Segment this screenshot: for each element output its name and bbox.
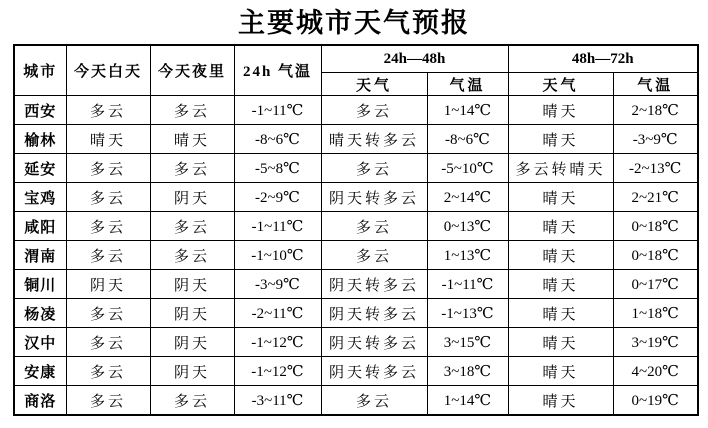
weather-48-72-cell: 晴天 (508, 125, 613, 154)
weather-48-72-cell: 晴天 (508, 357, 613, 386)
weather-24-48-cell: 多云 (321, 241, 427, 270)
temp-24h-cell: -3~9℃ (234, 270, 321, 299)
table-row (14, 357, 698, 386)
today-day-cell: 多云 (66, 357, 150, 386)
header-weather-24-48: 天气 (321, 73, 427, 96)
temp-24h-cell: -2~11℃ (234, 299, 321, 328)
temp-24-48-cell: -5~10℃ (427, 154, 508, 183)
header-temp-24-48: 气温 (427, 73, 508, 96)
temp-24h-cell: -2~9℃ (234, 183, 321, 212)
today-day-cell: 多云 (66, 212, 150, 241)
temp-24h-cell: -1~12℃ (234, 328, 321, 357)
temp-24h-cell: -5~8℃ (234, 154, 321, 183)
today-night-cell: 多云 (150, 154, 234, 183)
today-night-cell: 多云 (150, 386, 234, 416)
weather-48-72-cell: 晴天 (508, 212, 613, 241)
today-night-cell: 阴天 (150, 183, 234, 212)
temp-48-72-cell: 2~18℃ (613, 96, 698, 125)
today-day-cell: 多云 (66, 154, 150, 183)
weather-24-48-cell: 阴天转多云 (321, 357, 427, 386)
today-day-cell: 多云 (66, 241, 150, 270)
page-title: 主要城市天气预报 (238, 8, 470, 38)
today-day-cell: 阴天 (66, 270, 150, 299)
temp-24h-cell: -3~11℃ (234, 386, 321, 416)
city-cell: 延安 (14, 154, 66, 183)
header-temp-48-72: 气温 (613, 73, 698, 96)
temp-24h-cell: -1~11℃ (234, 212, 321, 241)
today-night-cell: 晴天 (150, 125, 234, 154)
today-night-cell: 多云 (150, 96, 234, 125)
temp-24h-cell: -8~6℃ (234, 125, 321, 154)
today-day-cell: 多云 (66, 96, 150, 125)
temp-24-48-cell: 2~14℃ (427, 183, 508, 212)
table-row (14, 270, 698, 299)
temp-24-48-cell: -1~13℃ (427, 299, 508, 328)
header-temp-24h: 24h 气温 (234, 45, 321, 96)
temp-48-72-cell: 1~18℃ (613, 299, 698, 328)
today-night-cell: 阴天 (150, 357, 234, 386)
temp-48-72-cell: 0~18℃ (613, 241, 698, 270)
city-cell: 铜川 (14, 270, 66, 299)
today-day-cell: 多云 (66, 183, 150, 212)
temp-48-72-cell: 0~17℃ (613, 270, 698, 299)
weather-48-72-cell: 晴天 (508, 241, 613, 270)
city-cell: 商洛 (14, 386, 66, 416)
temp-48-72-cell: 2~21℃ (613, 183, 698, 212)
city-cell: 西安 (14, 96, 66, 125)
temp-24h-cell: -1~10℃ (234, 241, 321, 270)
header-range-24-48: 24h—48h (321, 45, 508, 73)
city-cell: 咸阳 (14, 212, 66, 241)
table-row (14, 212, 698, 241)
table-row (14, 96, 698, 125)
temp-24h-cell: -1~11℃ (234, 96, 321, 125)
today-day-cell: 多云 (66, 386, 150, 416)
city-cell: 杨凌 (14, 299, 66, 328)
table-row (14, 183, 698, 212)
temp-24-48-cell: 3~15℃ (427, 328, 508, 357)
weather-24-48-cell: 多云 (321, 212, 427, 241)
temp-24-48-cell: 1~13℃ (427, 241, 508, 270)
temp-24-48-cell: 1~14℃ (427, 386, 508, 416)
today-night-cell: 阴天 (150, 328, 234, 357)
city-cell: 榆林 (14, 125, 66, 154)
header-range-48-72: 48h—72h (508, 45, 698, 73)
weather-24-48-cell: 阴天转多云 (321, 299, 427, 328)
city-cell: 宝鸡 (14, 183, 66, 212)
header-weather-48-72: 天气 (508, 73, 613, 96)
today-day-cell: 晴天 (66, 125, 150, 154)
today-night-cell: 多云 (150, 212, 234, 241)
table-row (14, 125, 698, 154)
weather-48-72-cell: 晴天 (508, 270, 613, 299)
temp-24-48-cell: 3~18℃ (427, 357, 508, 386)
table-header (14, 45, 698, 96)
table-row (14, 299, 698, 328)
weather-24-48-cell: 阴天转多云 (321, 328, 427, 357)
table-body (14, 96, 698, 416)
temp-48-72-cell: 0~18℃ (613, 212, 698, 241)
weather-forecast-table (13, 44, 699, 416)
temp-24-48-cell: -8~6℃ (427, 125, 508, 154)
weather-48-72-cell: 晴天 (508, 299, 613, 328)
temp-48-72-cell: 0~19℃ (613, 386, 698, 416)
weather-24-48-cell: 晴天转多云 (321, 125, 427, 154)
header-row-top (14, 45, 698, 73)
today-day-cell: 多云 (66, 328, 150, 357)
temp-24h-cell: -1~12℃ (234, 357, 321, 386)
weather-24-48-cell: 多云 (321, 154, 427, 183)
table-row (14, 386, 698, 416)
weather-48-72-cell: 多云转晴天 (508, 154, 613, 183)
weather-48-72-cell: 晴天 (508, 96, 613, 125)
header-city: 城市 (14, 45, 66, 96)
today-night-cell: 多云 (150, 241, 234, 270)
today-day-cell: 多云 (66, 299, 150, 328)
weather-48-72-cell: 晴天 (508, 183, 613, 212)
temp-48-72-cell: -2~13℃ (613, 154, 698, 183)
table-row (14, 154, 698, 183)
weather-24-48-cell: 多云 (321, 96, 427, 125)
weather-48-72-cell: 晴天 (508, 328, 613, 357)
today-night-cell: 阴天 (150, 270, 234, 299)
weather-24-48-cell: 阴天转多云 (321, 270, 427, 299)
temp-24-48-cell: 1~14℃ (427, 96, 508, 125)
weather-24-48-cell: 阴天转多云 (321, 183, 427, 212)
city-cell: 渭南 (14, 241, 66, 270)
table-row (14, 241, 698, 270)
header-today-night: 今天夜里 (150, 45, 234, 96)
temp-48-72-cell: 4~20℃ (613, 357, 698, 386)
temp-48-72-cell: -3~9℃ (613, 125, 698, 154)
city-cell: 安康 (14, 357, 66, 386)
table-row (14, 328, 698, 357)
city-cell: 汉中 (14, 328, 66, 357)
temp-24-48-cell: -1~11℃ (427, 270, 508, 299)
today-night-cell: 阴天 (150, 299, 234, 328)
temp-48-72-cell: 3~19℃ (613, 328, 698, 357)
weather-24-48-cell: 多云 (321, 386, 427, 416)
weather-48-72-cell: 晴天 (508, 386, 613, 416)
temp-24-48-cell: 0~13℃ (427, 212, 508, 241)
header-today-day: 今天白天 (66, 45, 150, 96)
